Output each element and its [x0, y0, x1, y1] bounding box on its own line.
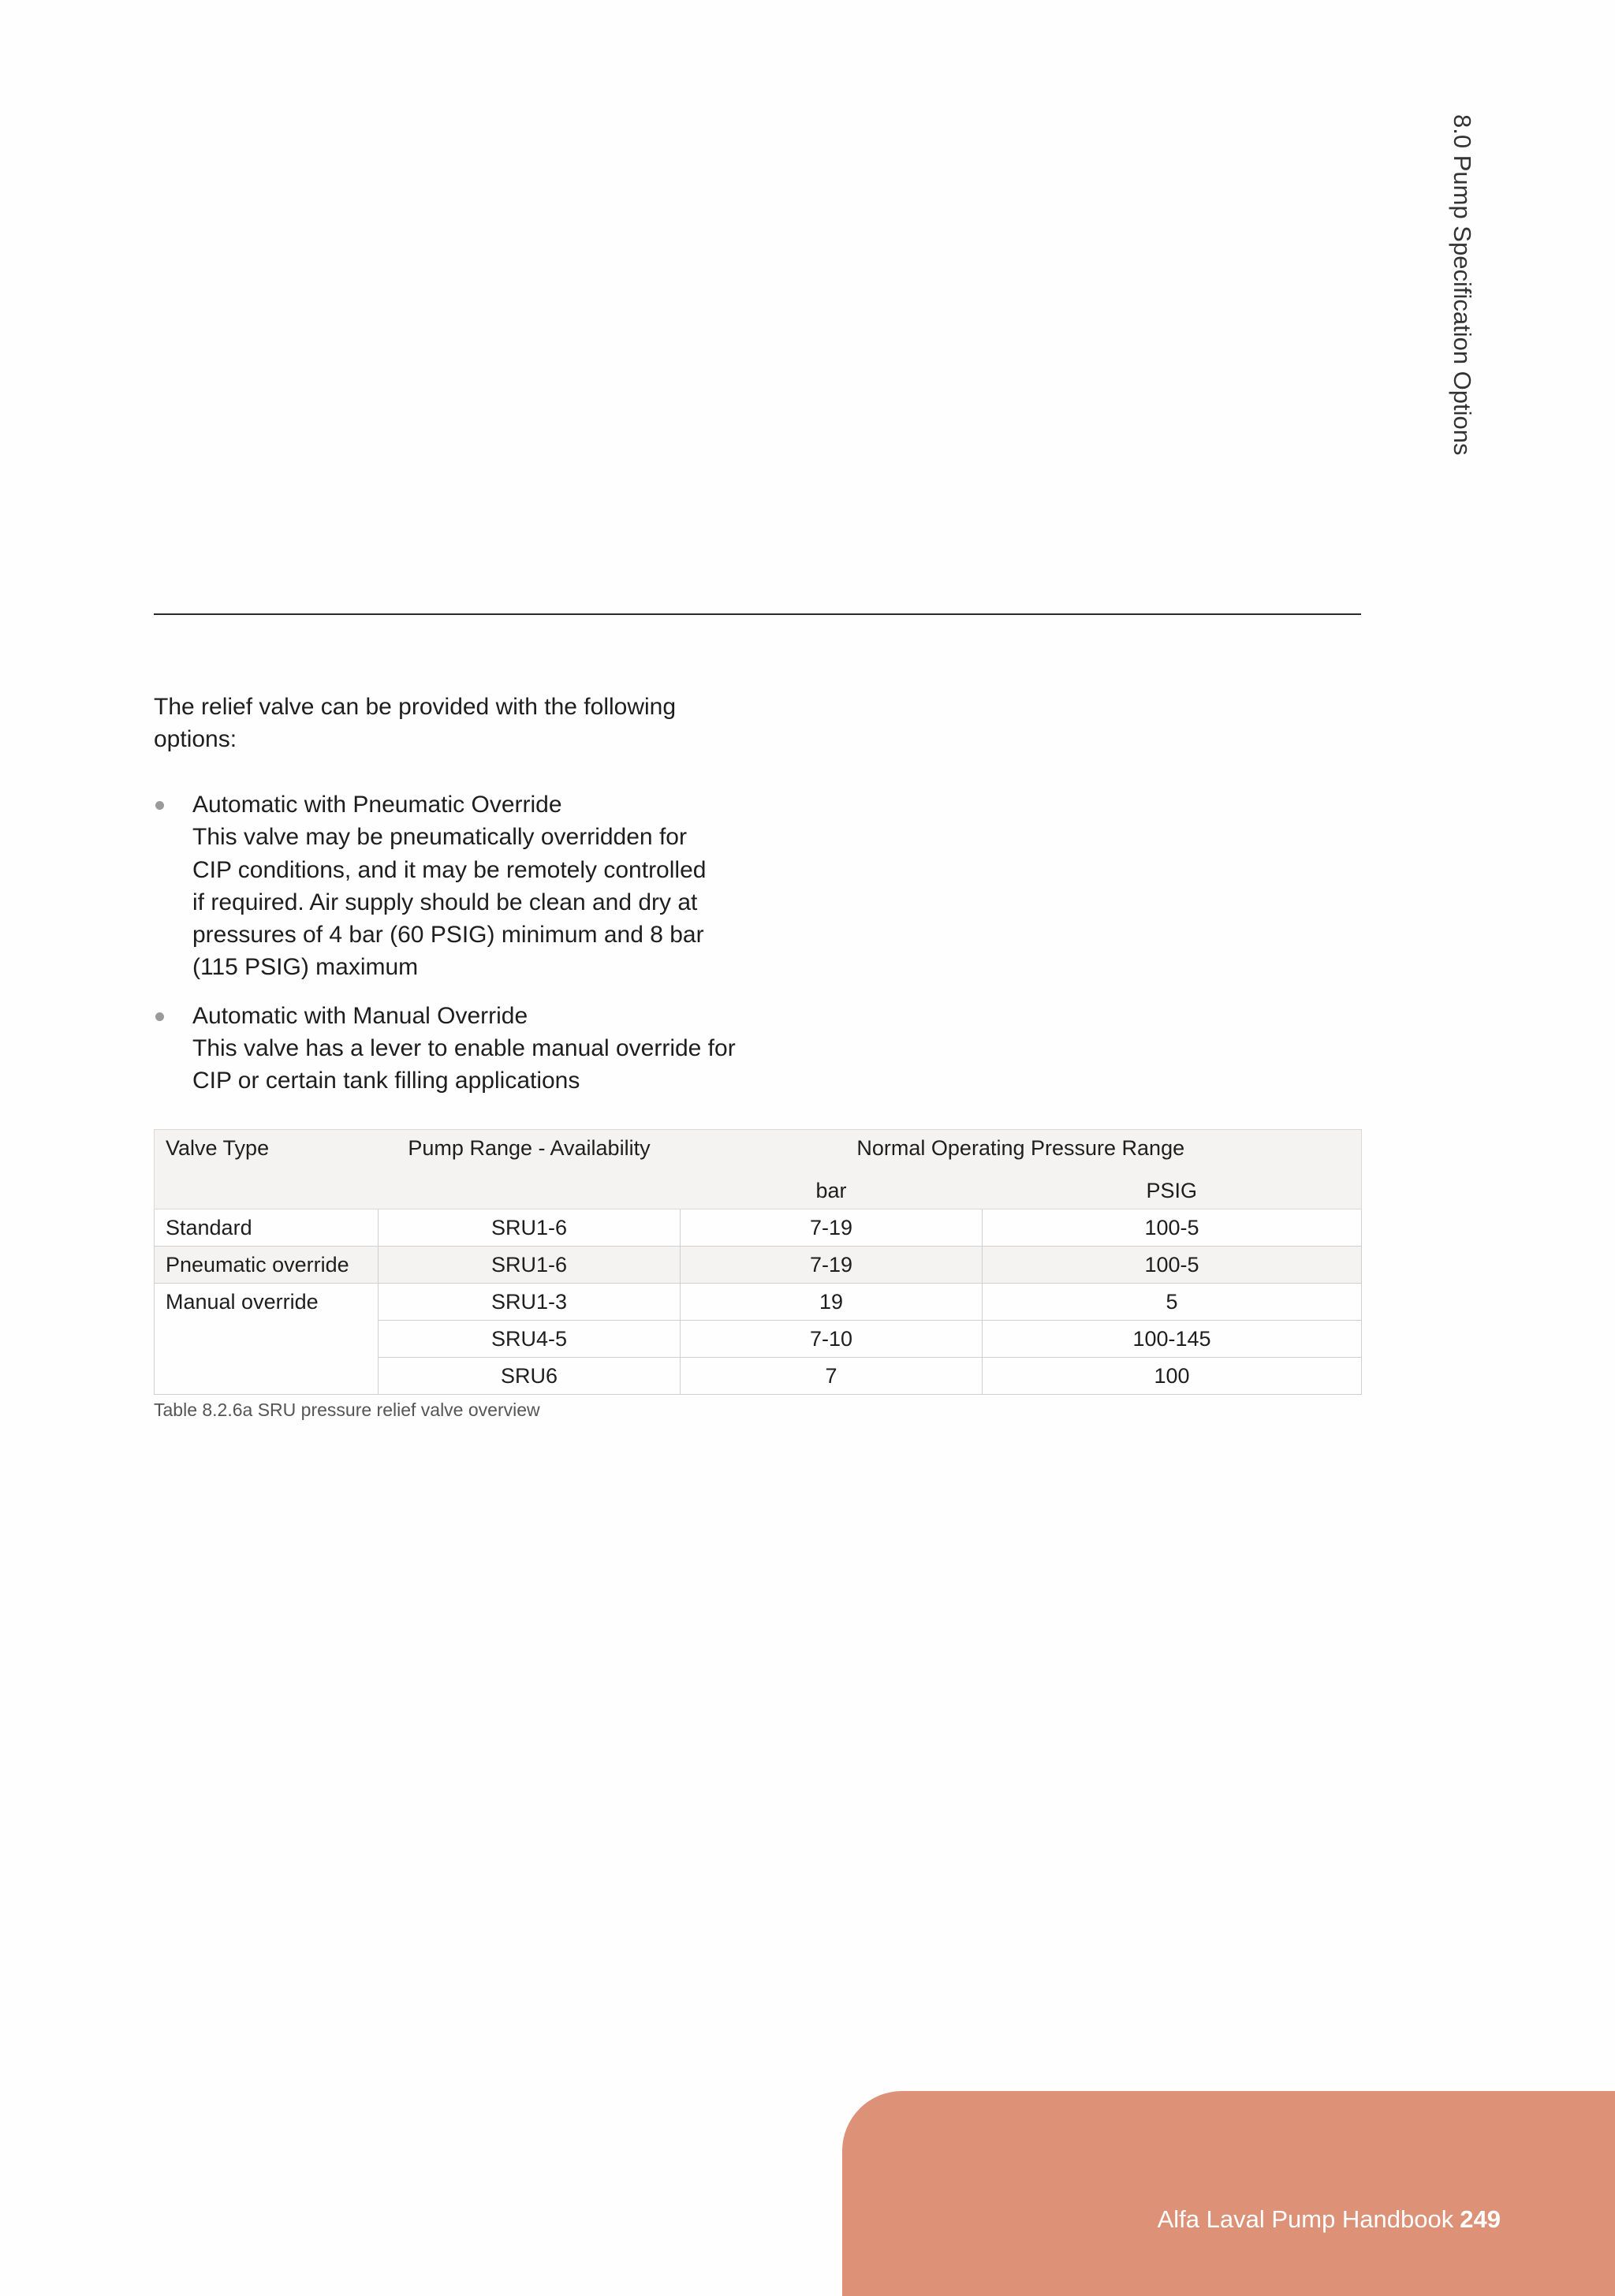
cell-pump-range: SRU1-6	[379, 1210, 681, 1247]
cell-psig: 100	[983, 1358, 1362, 1395]
cell-pump-range: SRU6	[379, 1358, 681, 1395]
cell-psig: 100-5	[983, 1210, 1362, 1247]
header-bar: bar	[681, 1172, 983, 1210]
section-title: 8.0 Pump Specification Options	[1449, 114, 1476, 456]
bullet-icon	[155, 1012, 164, 1021]
table-caption: Table 8.2.6a SRU pressure relief valve overview	[154, 1400, 540, 1420]
footer-band	[842, 2091, 1615, 2296]
cell-valve-type: Pneumatic override	[155, 1247, 379, 1284]
cell-pump-range: SRU4-5	[379, 1321, 681, 1358]
cell-psig: 5	[983, 1284, 1362, 1321]
header-psig: PSIG	[983, 1172, 1362, 1210]
valve-table-container	[154, 1129, 1361, 1421]
horizontal-rule	[154, 613, 1361, 615]
cell-bar: 7-19	[681, 1210, 983, 1247]
option-line: pressures of 4 bar (60 PSIG) minimum and 8 bar	[192, 922, 704, 949]
cell-bar: 7-19	[681, 1247, 983, 1284]
header-valve-type: Valve Type	[155, 1130, 379, 1173]
handbook-title: Alfa Laval Pump Handbook	[1157, 2205, 1454, 2233]
cell-bar: 7-10	[681, 1321, 983, 1358]
cell-psig: 100-145	[983, 1321, 1362, 1358]
option-line: This valve has a lever to enable manual override for	[192, 1035, 736, 1062]
cell-valve-type: Standard	[155, 1210, 379, 1247]
table-subheader-row	[155, 1172, 1362, 1210]
option-title: Automatic with Pneumatic Override	[192, 792, 562, 818]
option-line: (115 PSIG) maximum	[192, 954, 419, 981]
option-title: Automatic with Manual Override	[192, 1002, 528, 1029]
cell-psig: 100-5	[983, 1247, 1362, 1284]
cell-pump-range: SRU1-6	[379, 1247, 681, 1284]
cell-bar: 7	[681, 1358, 983, 1395]
option-line: CIP conditions, and it may be remotely controlled	[192, 856, 707, 883]
page-footer	[1158, 2205, 1501, 2234]
option-line: CIP or certain tank filling applications	[192, 1068, 580, 1094]
table-header-row	[155, 1130, 1362, 1173]
bullet-icon	[155, 801, 164, 810]
cell-pump-range: SRU1-3	[379, 1284, 681, 1321]
page-number: 249	[1460, 2205, 1501, 2233]
header-pressure-range: Normal Operating Pressure Range	[681, 1130, 1362, 1173]
table-row	[155, 1210, 1362, 1247]
option-line: if required. Air supply should be clean and dry at	[192, 889, 698, 915]
valve-overview-table	[154, 1129, 1362, 1395]
cell-valve-type: Manual override	[155, 1284, 379, 1395]
option-manual-override	[154, 1000, 769, 1098]
cell-bar: 19	[681, 1284, 983, 1321]
intro-paragraph: The relief valve can be provided with the following options:	[154, 694, 677, 752]
header-pump-range: Pump Range - Availability	[379, 1130, 681, 1173]
options-list	[154, 788, 769, 1113]
option-line: This valve may be pneumatically overridden for	[192, 824, 687, 851]
table-row	[155, 1284, 1362, 1321]
table-row	[155, 1247, 1362, 1284]
option-pneumatic-override	[154, 788, 769, 984]
